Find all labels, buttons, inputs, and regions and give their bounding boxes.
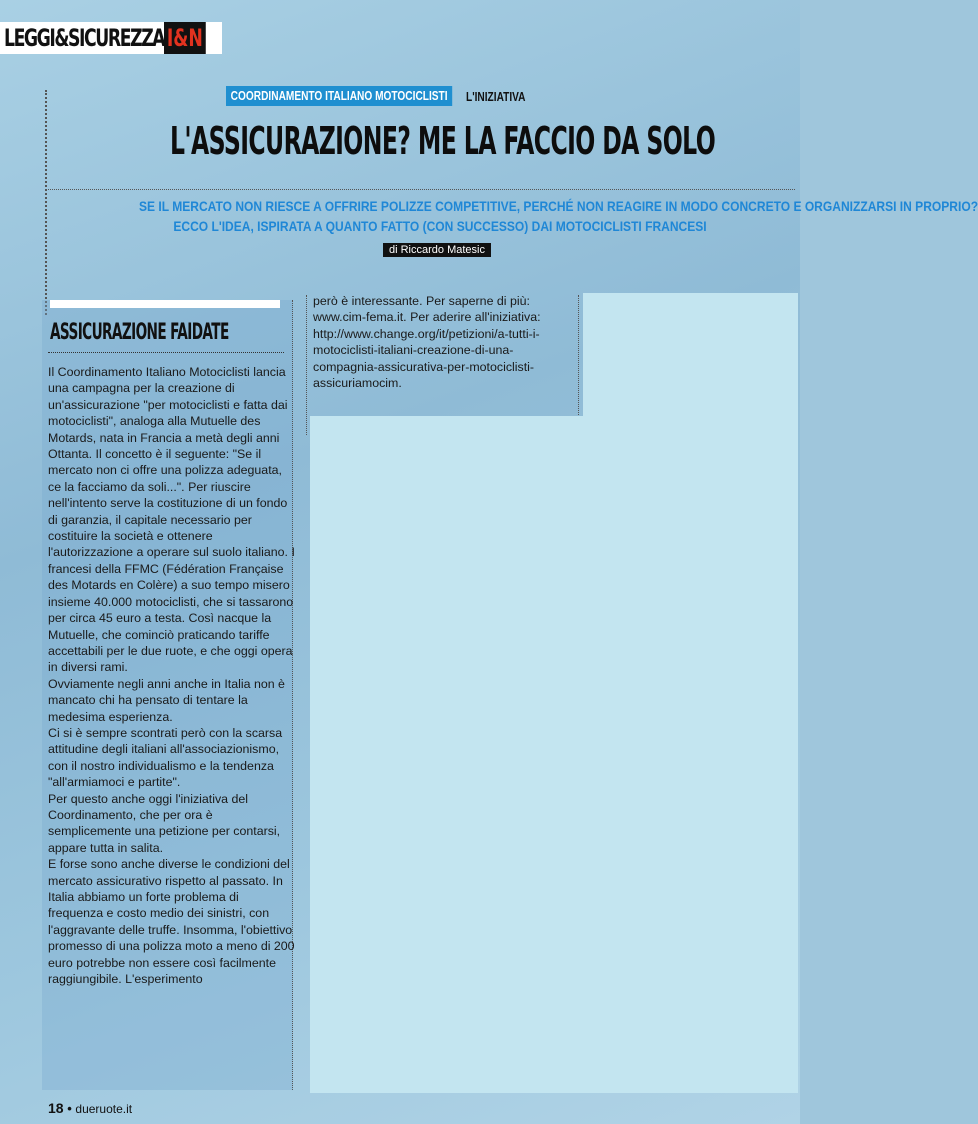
article-category: COORDINAMENTO ITALIANO MOTOCICLISTI bbox=[226, 86, 452, 106]
column-divider bbox=[306, 295, 307, 435]
subhead-line-2: ECCO L'IDEA, ISPIRATA A QUANTO FATTO (CON SUCCESSO) DAI MOTOCICLISTI FRANCESI bbox=[173, 218, 707, 234]
article-type: L'INIZIATIVA bbox=[466, 88, 526, 104]
box-top-bar bbox=[50, 300, 280, 308]
headline-divider bbox=[45, 189, 795, 190]
box-title: ASSICURAZIONE FAIDATE bbox=[50, 320, 229, 345]
byline: di Riccardo Matesic bbox=[383, 243, 491, 257]
box-paragraph: Ovviamente negli anni anche in Italia non è mancato chi ha pensato di tentare la medesima esperienza. bbox=[48, 676, 285, 724]
article-subhead bbox=[90, 196, 978, 236]
box-body bbox=[48, 364, 296, 987]
section-header bbox=[0, 22, 222, 54]
footer-separator: • bbox=[67, 1101, 72, 1116]
box-paragraph: Il Coordinamento Italiano Motociclisti lancia una campagna per la creazione di un'assicurazione "per motociclisti e fatta dai motociclisti", analoga alla Mutuelle des Motards, nata in Francia a metà degli anni Ottanta. Il concetto è il seguente: "Se il mercato non ci offre una polizza adeguata, ce la facciamo da soli...". Per riuscire nell'intento serve la costituzione di un fondo di garanzia, il capitale necessario per costituire la società e ottenere l'autorizzazione a operare sul suolo italiano. I francesi della FFMC (Fédération Française des Motards en Colère) a suo tempo misero insieme 40.000 motociclisti, che si tassarono per circa 45 euro a testa. Così nacque la Mutuelle, che cominciò praticando tariffe accettabili per le due ruote, e che oggi opera in diversi rami. bbox=[48, 365, 295, 675]
redacted-area bbox=[583, 293, 798, 419]
box-title-divider bbox=[48, 352, 284, 353]
footer-site: dueruote.it bbox=[75, 1102, 133, 1116]
box-paragraph: E forse sono anche diverse le condizioni del mercato assicurativo rispetto al passato. In Italia abbiamo un forte problema di frequenza e costo medio dei sinistri, con l'aggravante delle truffe. Insomma, l'obiettivo promesso di una polizza moto a meno di 200 euro potrebbe non essere così facilmente raggiungibile. L'esperimento bbox=[48, 857, 295, 987]
box-continuation: però è interessante. Per saperne di più: www.cim-fema.it. Per aderire all'iniziativa: http://www.change.org/it/petizioni/a-tutti-i-motociclisti-italiani-creazione-di-una-compagnia-assicurativa-per-motociclisti-assicuriamocim. bbox=[313, 294, 541, 391]
subhead-line-1: SE IL MERCATO NON RIESCE A OFFRIRE POLIZZE COMPETITIVE, PERCHÉ NON REAGIRE IN MODO CONCRETO E ORGANIZZARSI IN PROPRIO? bbox=[139, 198, 978, 214]
article-kicker bbox=[226, 86, 542, 106]
article-headline: L'ASSICURAZIONE? ME LA FACCIO DA SOLO bbox=[170, 119, 716, 163]
vertical-divider bbox=[45, 90, 47, 315]
page-number: 18 bbox=[48, 1100, 64, 1116]
magazine-tag: I&N bbox=[164, 22, 206, 54]
box-paragraph: Per questo anche oggi l'iniziativa del Coordinamento, che per ora è semplicemente una petizione per contarsi, appare tutta in salita. bbox=[48, 791, 281, 855]
redacted-area bbox=[310, 416, 798, 1093]
box-paragraph: Ci si è sempre scontrati però con la scarsa attitudine degli italiani all'associazionismo, con il nostro individualismo e la tendenza "all'armiamoci e partite". bbox=[48, 725, 283, 790]
section-name: LEGGI&SICUREZZA bbox=[4, 24, 165, 52]
page-footer bbox=[48, 1100, 132, 1116]
column-divider bbox=[578, 295, 579, 415]
